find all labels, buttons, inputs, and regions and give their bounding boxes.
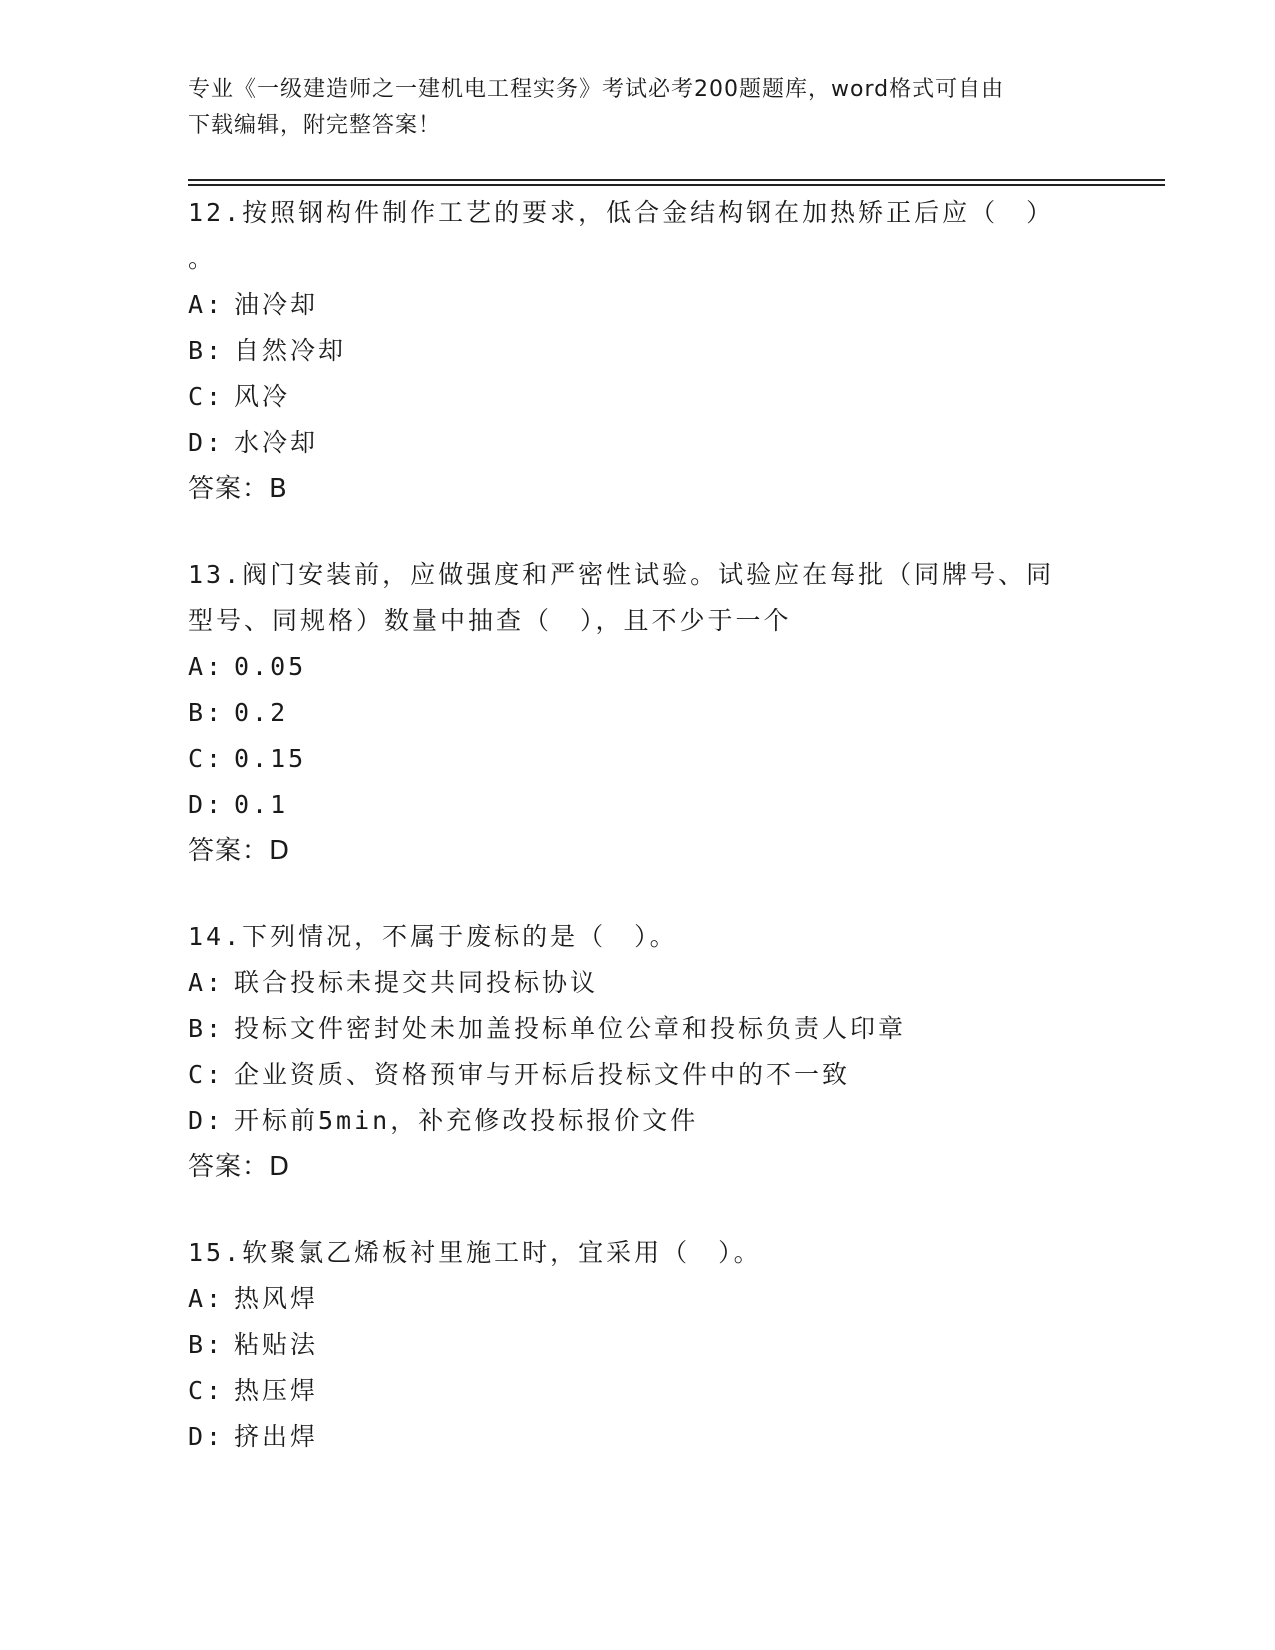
- question-stem-line-2: 。: [188, 244, 217, 273]
- option-text: 风冷: [234, 382, 291, 411]
- header-divider-top: [188, 179, 1165, 181]
- option-key: C:: [188, 1376, 225, 1405]
- option-text: 自然冷却: [234, 336, 347, 365]
- option-c: [188, 1368, 1088, 1414]
- question-stem-line-1: 12.按照钢构件制作工艺的要求，低合金结构钢在加热矫正后应（ ）: [188, 198, 1055, 227]
- option-key: C:: [188, 382, 225, 411]
- option-text: 联合投标未提交共同投标协议: [234, 968, 599, 997]
- answer-line: 答案：D: [188, 1152, 291, 1182]
- question-stem-line-2: 型号、同规格）数量中抽查（ ），且不少于一个: [188, 606, 792, 635]
- option-text: 0.1: [234, 790, 289, 819]
- question-stem: [188, 1230, 1088, 1276]
- header-divider-bottom: [188, 184, 1165, 186]
- question-15: [188, 1230, 1088, 1460]
- option-key: B:: [188, 336, 225, 365]
- header-line-1: 专业《一级建造师之一建机电工程实务》考试必考200题题库，word格式可自由: [188, 77, 1005, 102]
- option-b: [188, 690, 1088, 736]
- option-text: 热压焊: [234, 1376, 319, 1405]
- option-text: 开标前5min，补充修改投标报价文件: [234, 1106, 699, 1135]
- option-d: [188, 1098, 1088, 1144]
- option-c: [188, 374, 1088, 420]
- header-line-2: 下载编辑，附完整答案！: [188, 113, 442, 138]
- question-list: [188, 190, 1088, 1500]
- option-text: 投标文件密封处未加盖投标单位公章和投标负责人印章: [234, 1014, 907, 1043]
- option-text: 企业资质、资格预审与开标后投标文件中的不一致: [234, 1060, 851, 1089]
- option-text: 水冷却: [234, 428, 319, 457]
- option-key: D:: [188, 1106, 225, 1135]
- option-key: D:: [188, 790, 225, 819]
- question-12: [188, 190, 1088, 512]
- option-key: D:: [188, 1422, 225, 1451]
- question-13: [188, 552, 1088, 874]
- question-stem: [188, 914, 1088, 960]
- option-text: 0.2: [234, 698, 289, 727]
- option-d: [188, 420, 1088, 466]
- option-b: [188, 1322, 1088, 1368]
- question-stem: [188, 552, 1088, 644]
- option-key: A:: [188, 1284, 225, 1313]
- question-14: [188, 914, 1088, 1190]
- option-a: [188, 644, 1088, 690]
- option-text: 油冷却: [234, 290, 319, 319]
- option-a: [188, 282, 1088, 328]
- option-a: [188, 1276, 1088, 1322]
- option-key: C:: [188, 744, 225, 773]
- option-key: D:: [188, 428, 225, 457]
- option-b: [188, 1006, 1088, 1052]
- answer-line: 答案：D: [188, 836, 291, 866]
- option-b: [188, 328, 1088, 374]
- option-key: B:: [188, 698, 225, 727]
- question-stem-line-1: 15.软聚氯乙烯板衬里施工时，宜采用（ ）。: [188, 1238, 762, 1267]
- option-key: A:: [188, 290, 225, 319]
- option-a: [188, 960, 1088, 1006]
- option-key: B:: [188, 1014, 225, 1043]
- document-header: [188, 72, 1088, 144]
- option-text: 0.05: [234, 652, 307, 681]
- option-text: 粘贴法: [234, 1330, 319, 1359]
- option-c: [188, 1052, 1088, 1098]
- option-key: B:: [188, 1330, 225, 1359]
- question-stem-line-1: 14.下列情况，不属于废标的是（ ）。: [188, 922, 678, 951]
- question-stem: [188, 190, 1088, 282]
- option-key: A:: [188, 968, 225, 997]
- option-d: [188, 782, 1088, 828]
- option-text: 热风焊: [234, 1284, 319, 1313]
- option-d: [188, 1414, 1088, 1460]
- option-text: 0.15: [234, 744, 307, 773]
- question-stem-line-1: 13.阀门安装前，应做强度和严密性试验。试验应在每批（同牌号、同: [188, 560, 1055, 589]
- option-c: [188, 736, 1088, 782]
- option-text: 挤出焊: [234, 1422, 319, 1451]
- option-key: A:: [188, 652, 225, 681]
- option-key: C:: [188, 1060, 225, 1089]
- answer-line: 答案：B: [188, 474, 288, 504]
